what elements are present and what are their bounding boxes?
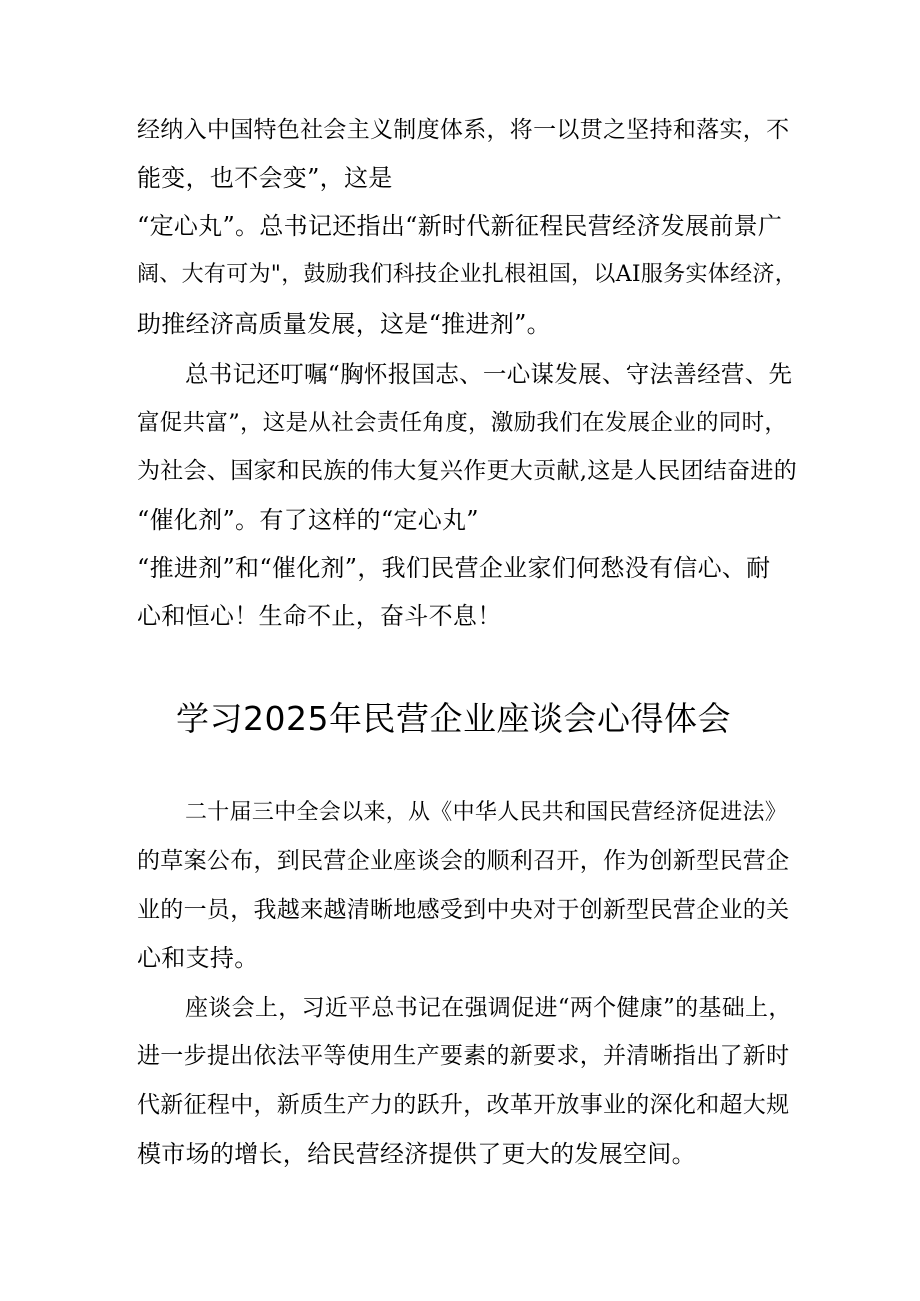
paragraph-line: “推进剂”和“催化剂”，我们民营企业家们何愁没有信心、耐 [137, 554, 771, 582]
paragraph-line: 经纳入中国特色社会主义制度体系，将一以贯之坚持和落实，不 [137, 117, 790, 143]
paragraph-line: 总书记还叮嘱“胸怀报国志、一心谋发展、守法善经营、先 [185, 360, 793, 388]
paragraph-line: 座谈会上，习近平总书记在强调促进“两个健康”的基础上， [185, 995, 792, 1021]
paragraph-line: 富促共富”，这是从社会责任角度，激励我们在发展企业的同时， [137, 410, 788, 436]
paragraph-line: 阔、大有可为"，鼓励我们科技企业扎根祖国，以AI服务实体经济， [137, 262, 797, 287]
paragraph-line: 进一步提出依法平等使用生产要素的新要求，并清晰指出了新时 [137, 1043, 790, 1069]
paragraph-line: “催化剂”。有了这样的“定心丸” [137, 506, 479, 534]
paragraph-line: “定心丸”。总书记还指出“新时代新征程民营经济发展前景广 [137, 212, 783, 240]
paragraph-line: 能变，也不会变”，这是 [137, 164, 393, 192]
paragraph-line: 业的一员，我越来越清晰地感受到中央对于创新型民营企业的关 [137, 897, 790, 923]
document-title: 学习2025年民营企业座谈会心得体会 [176, 699, 731, 738]
paragraph-line: 心和支持。 [137, 944, 259, 972]
paragraph-line: 二十届三中全会以来，从《中华人民共和国民营经济促进法》 [185, 800, 788, 825]
paragraph-line: 为社会、国家和民族的伟大复兴作更大贡献,这是人民团结奋进的 [137, 458, 798, 484]
paragraph-line: 代新征程中，新质生产力的跃升，改革开放事业的深化和超大规 [137, 1092, 790, 1118]
paragraph-line: 的草案公布，到民营企业座谈会的顺利召开，作为创新型民营企 [137, 848, 790, 874]
paragraph-line: 模市场的增长，给民营经济提供了更大的发展空间。 [137, 1140, 696, 1168]
paragraph-line: 心和恒心！生命不止，奋斗不息！ [137, 602, 502, 630]
paragraph-line: 助推经济高质量发展，这是“推进剂”。 [137, 310, 551, 338]
